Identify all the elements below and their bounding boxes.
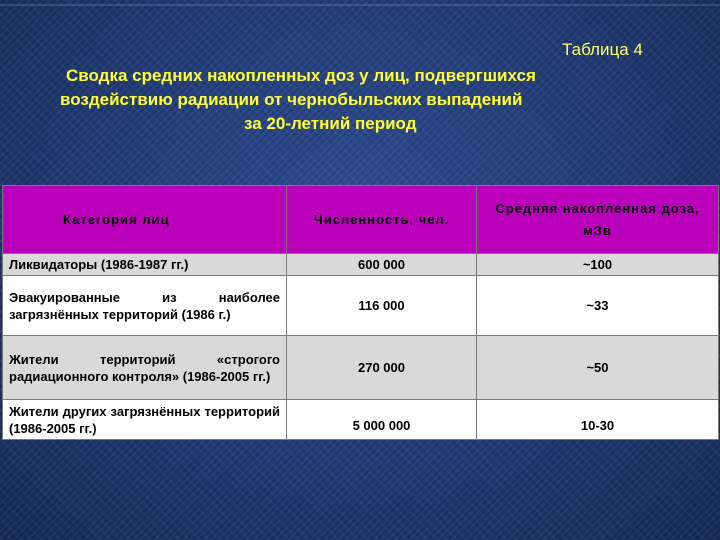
- top-divider: [0, 4, 720, 6]
- table-number: Таблица 4: [562, 40, 643, 59]
- row-dose: ~33: [477, 276, 719, 336]
- title-line-3: за 20-летний период: [244, 114, 417, 133]
- row-count: 5 000 000: [287, 400, 477, 440]
- table-row: [3, 276, 719, 336]
- row-group: Эвакуированные из наиболее загрязнённых территорий (1986 г.): [3, 276, 287, 336]
- row-count: 270 000: [287, 336, 477, 400]
- table-row: [3, 336, 719, 400]
- row-dose: ~50: [477, 336, 719, 400]
- row-group: Жители территорий «строгого радиационного контроля» (1986-2005 гг.): [3, 336, 287, 400]
- header-dose: Средняя накопленная доза, мЗв: [477, 186, 719, 254]
- row-group: Жители других загрязнённых территорий (1986-2005 гг.): [3, 400, 287, 440]
- title-line-1: Сводка средних накопленных доз у лиц, подвергшихся: [66, 66, 536, 85]
- table-row: [3, 254, 719, 276]
- row-count: 116 000: [287, 276, 477, 336]
- row-count: 600 000: [287, 254, 477, 276]
- row-group: Ликвидаторы (1986-1987 гг.): [3, 254, 287, 276]
- row-dose: ~100: [477, 254, 719, 276]
- header-category: Категория лиц: [3, 186, 287, 254]
- row-dose: 10-30: [477, 400, 719, 440]
- slide-title: [60, 64, 640, 136]
- title-line-2: воздействию радиации от чернобыльских выпадений: [60, 90, 523, 109]
- table-row: [3, 400, 719, 440]
- dose-summary-table: [2, 185, 719, 440]
- header-count: Численность, чел.: [287, 186, 477, 254]
- table-header-row: [3, 186, 719, 254]
